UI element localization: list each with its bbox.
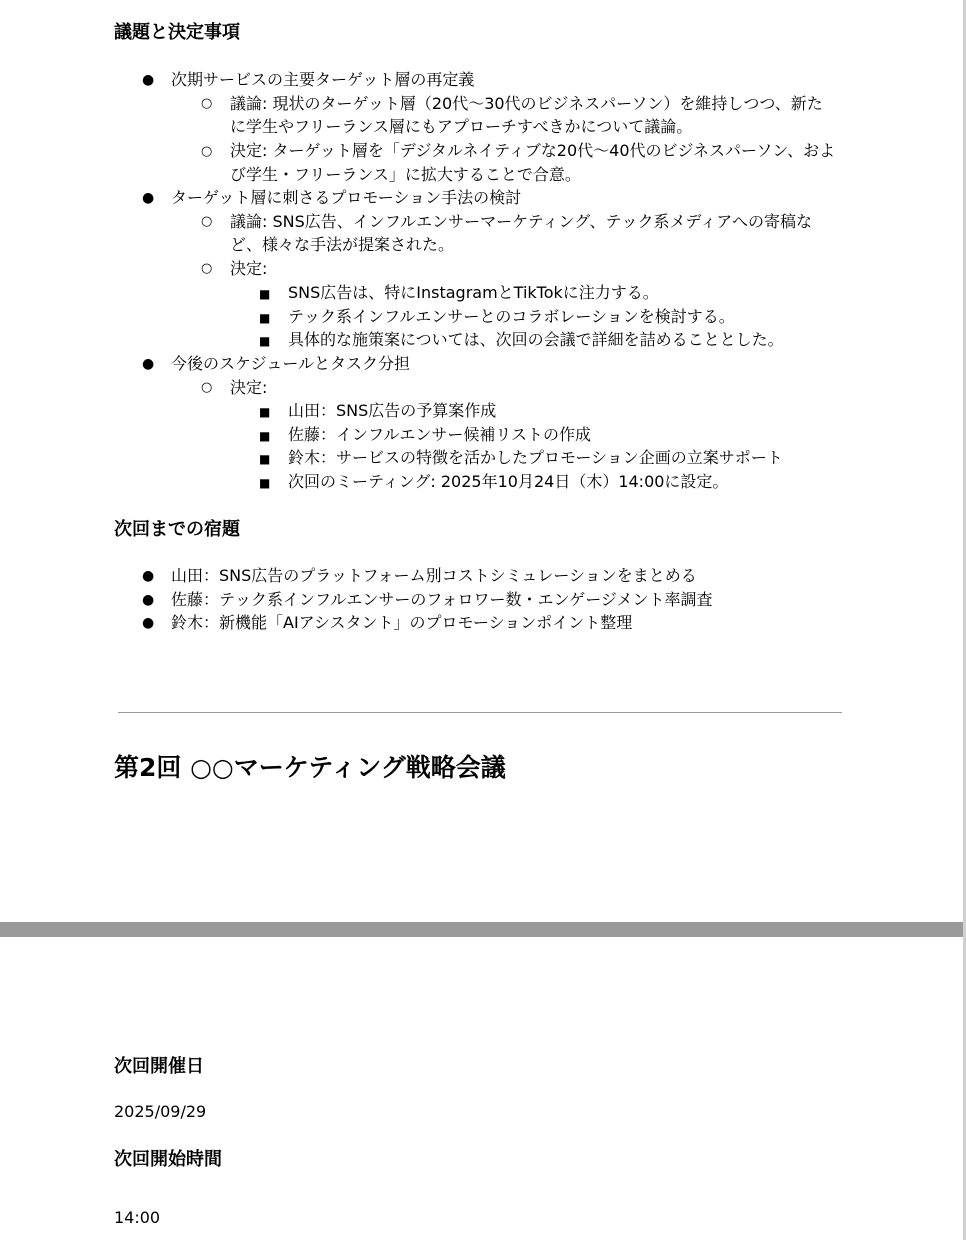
agenda-item-3-decision-label: 決定: [230,378,268,397]
agenda-item-2-decision-3: 具体的な施策案については、次回の会議で詳細を詰めることとした。 [288,330,784,349]
bullet-square: ■ [259,334,271,348]
agenda-item-1-decision-line-1: 決定: ターゲット層を「デジタルネイティブな20代〜40代のビジネスパーソン、およ [230,141,836,160]
bullet-circle: ○ [201,214,213,229]
next-meeting-title: 第2回 ○○マーケティング戦略会議 [114,753,506,782]
horizontal-rule [118,712,842,713]
next-time-value: 14:00 [114,1208,161,1227]
agenda-heading: 議題と決定事項 [114,22,240,43]
agenda-item-1-discussion-line-2: に学生やフリーランス層にもアプローチすべきかについて議論。 [230,117,693,136]
next-date-value: 2025/09/29 [114,1102,207,1121]
next-date-heading: 次回開催日 [114,1056,204,1077]
agenda-item-3-task-4: 次回のミーティング: 2025年10月24日（木）14:00に設定。 [288,472,729,491]
bullet-disc: ● [142,615,155,631]
bullet-disc: ● [142,356,155,372]
agenda-item-2-decision-label: 決定: [230,259,268,278]
agenda-item-2-discussion-line-1: 議論: SNS広告、インフルエンサーマーケティング、テック系メディアへの寄稿な [230,212,812,231]
bullet-disc: ● [142,568,155,584]
agenda-item-2-decision-2: テック系インフルエンサーとのコラボレーションを検討する。 [288,307,735,326]
bullet-square: ■ [259,287,271,301]
bullet-disc: ● [142,592,155,608]
agenda-item-3-task-2: 佐藤：インフルエンサー候補リストの作成 [288,425,592,444]
agenda-item-3-label: 今後のスケジュールとタスク分担 [171,354,411,373]
agenda-item-3-task-3: 鈴木：サービスの特徴を活かしたプロモーション企画の立案サポート [288,448,783,467]
bullet-circle: ○ [201,144,213,159]
bullet-circle: ○ [201,96,213,111]
homework-heading: 次回までの宿題 [114,519,240,540]
bullet-square: ■ [259,452,271,466]
agenda-item-2-discussion-line-2: ど、様々な手法が提案された。 [230,235,455,254]
agenda-item-2-decision-1: SNS広告は、特にInstagramとTikTokに注力する。 [288,283,659,302]
agenda-item-2-label: ターゲット層に刺さるプロモーション手法の検討 [171,188,522,207]
homework-item-2: 佐藤：テック系インフルエンサーのフォロワー数・エンゲージメント率調査 [171,590,713,609]
bullet-square: ■ [259,405,271,419]
bullet-circle: ○ [201,380,213,395]
agenda-item-1-label: 次期サービスの主要ターゲット層の再定義 [171,70,475,89]
bullet-disc: ● [142,190,155,206]
page-break [0,922,966,937]
bullet-disc: ● [142,72,155,88]
bullet-circle: ○ [201,261,213,276]
agenda-item-1-discussion-line-1: 議論: 現状のターゲット層（20代〜30代のビジネスパーソン）を維持しつつ、新た [230,94,823,113]
bullet-square: ■ [259,476,271,490]
document-page-2 [0,937,966,1240]
agenda-item-3-task-1: 山田：SNS広告の予算案作成 [288,401,497,420]
bullet-square: ■ [259,311,271,325]
bullet-square: ■ [259,429,271,443]
homework-item-3: 鈴木：新機能「AIアシスタント」のプロモーションポイント整理 [171,613,633,632]
agenda-item-1-decision-line-2: び学生・フリーランス」に拡大することで合意。 [230,165,581,184]
homework-item-1: 山田：SNS広告のプラットフォーム別コストシミュレーションをまとめる [171,566,697,585]
next-time-heading: 次回開始時間 [114,1149,222,1170]
